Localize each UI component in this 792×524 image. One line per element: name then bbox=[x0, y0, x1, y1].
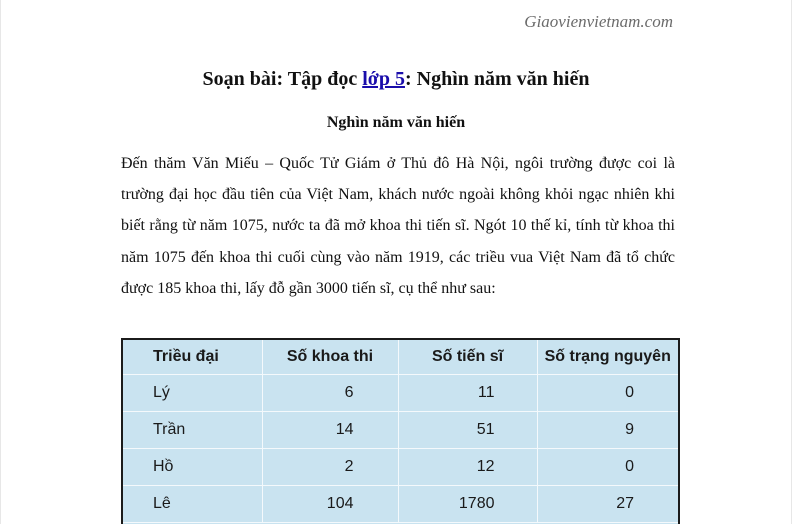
cell-dynasty: Trần bbox=[123, 412, 262, 449]
page-title bbox=[1, 68, 791, 91]
watermark: Giaovienvietnam.com bbox=[524, 12, 673, 31]
cell-doctor-count: 1780 bbox=[398, 486, 537, 523]
title-link[interactable]: lớp 5 bbox=[362, 68, 405, 90]
cell-laureate-count: 0 bbox=[625, 458, 634, 475]
cell-dynasty: Lê bbox=[123, 486, 262, 523]
cell-laureate-count: 0 bbox=[625, 384, 634, 401]
title-prefix: Soạn bài: Tập đọc bbox=[202, 68, 363, 90]
cell-laureate-count: 27 bbox=[616, 495, 634, 512]
exam-table bbox=[123, 340, 678, 523]
cell-dynasty: Lý bbox=[123, 375, 262, 412]
cell-doctor-count: 11 bbox=[398, 375, 537, 412]
exam-table-image bbox=[121, 338, 680, 524]
header-exam-count: Số khoa thi bbox=[262, 340, 398, 375]
cell-laureate-count: 9 bbox=[625, 421, 634, 438]
cell-exam-count: 104 bbox=[262, 486, 398, 523]
title-suffix: : Nghìn năm văn hiến bbox=[404, 68, 590, 90]
table-row bbox=[123, 449, 678, 486]
header-doctor-count: Số tiến sĩ bbox=[398, 340, 537, 375]
header-laureate-count: Số trạng nguyên bbox=[544, 348, 671, 365]
cell-doctor-count: 12 bbox=[398, 449, 537, 486]
cell-doctor-count: 51 bbox=[398, 412, 537, 449]
cell-dynasty: Hồ bbox=[123, 449, 262, 486]
cell-exam-count: 2 bbox=[262, 449, 398, 486]
table-row bbox=[123, 412, 678, 449]
table-row bbox=[123, 486, 678, 523]
article-heading: Nghìn năm văn hiến bbox=[326, 114, 466, 131]
document-page bbox=[1, 0, 791, 524]
header-dynasty: Triều đại bbox=[123, 340, 262, 375]
intro-paragraph: Đến thăm Văn Miếu – Quốc Tử Giám ở Thủ đô Hà Nội, ngôi trường được coi là trường đại học đầu tiên của Việt Nam, khách nước ngoài không khỏi ngạc nhiên khi biết rằng từ năm 1075, nước ta đã mở khoa thi tiến sĩ. Ngót 10 thế kỉ, tính từ khoa thi năm 1075 đến khoa thi cuối cùng vào năm 1919, các triều vua Việt Nam đã tổ chức được 185 khoa thi, lấy đỗ gần 3000 tiến sĩ, cụ thể như sau: bbox=[121, 155, 675, 297]
cell-exam-count: 6 bbox=[262, 375, 398, 412]
cell-exam-count: 14 bbox=[262, 412, 398, 449]
table-header-row bbox=[123, 340, 678, 375]
table-row bbox=[123, 375, 678, 412]
